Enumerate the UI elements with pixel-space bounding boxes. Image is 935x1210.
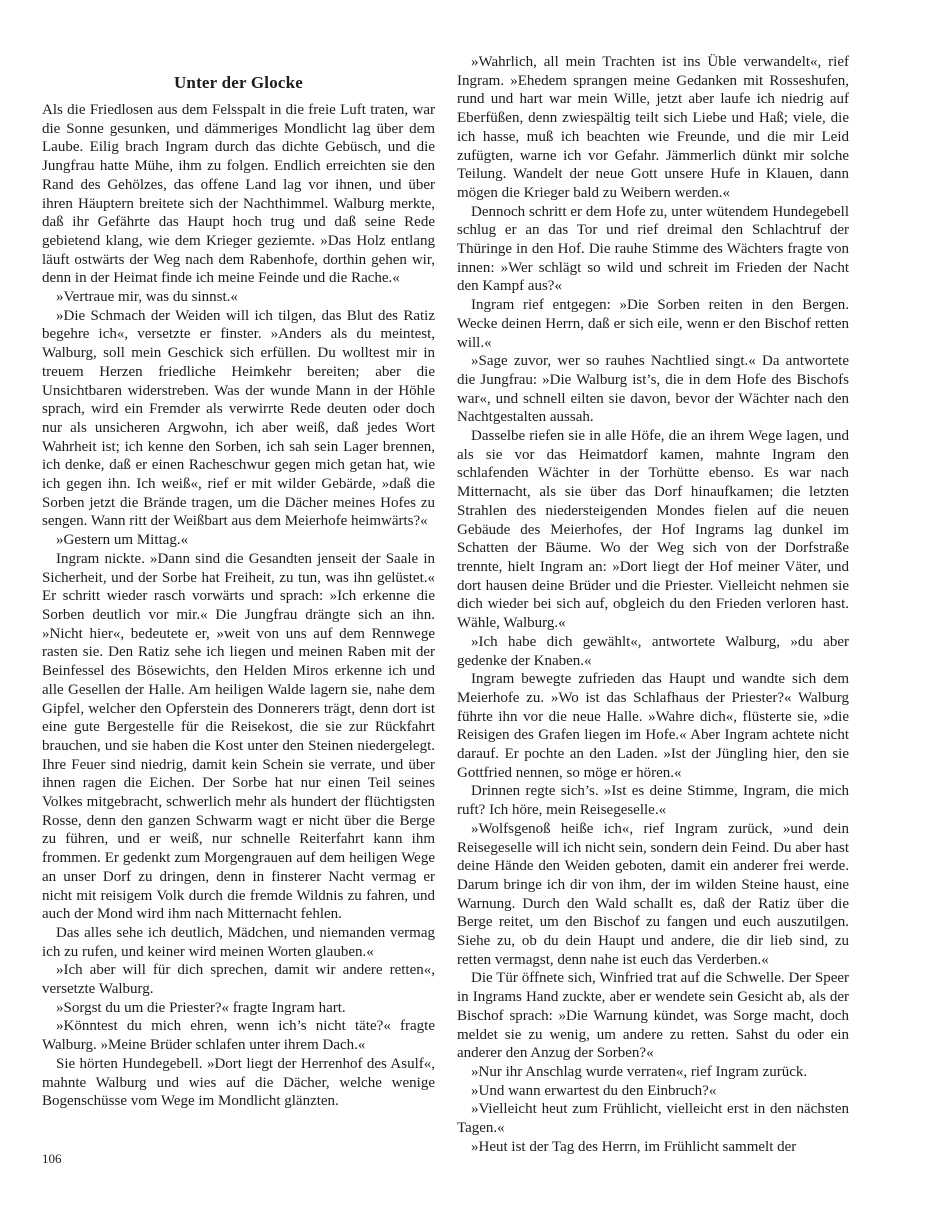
paragraph: »Heut ist der Tag des Herrn, im Frühlicht sammelt der bbox=[471, 1138, 797, 1155]
chapter-heading: Unter der Glocke bbox=[173, 73, 304, 92]
page-number: 106 bbox=[42, 1151, 62, 1166]
paragraph: »Vertraue mir, was du sinnst.« bbox=[56, 289, 238, 306]
paragraph: Sie hörten Hundegebell. »Dort liegt der Herrenhof des Asulf«, mahnte Walburg und wies auf die Dächer, welche wenige Bogenschüsse vom Wege im Mondlicht glänzten. bbox=[42, 1055, 435, 1110]
right-column bbox=[457, 53, 849, 1156]
left-column bbox=[42, 53, 435, 1111]
paragraph: »Die Schmach der Weiden will ich tilgen, das Blut des Ratiz begehre ich«, versetzte er finster. »Anders als du meintest, Walburg, soll mein Geschick sich erfüllen. Du wolltest mir in treuem Herzen friedliche Heimkehr bereiten; aber die Unsichtbaren widerstreben. Was der wunde Mann in der Höhle sprach, wird ein Fremder als verwirrte Rede deuten oder doch nur als unsicheren Argwohn, ich aber weiß, daß jedes Wort Wahrheit ist; ich kenne den Sorben, ich sah sein Lager brennen, ich denke, daß er einen Racheschwur gegen mich getan hat, wie ich gegen ihn. Ich weiß«, rief er mit wilder Gebärde, »daß die Sorben jetzt die Brände tragen, um die Dächer meines Hofes zu sengen. Wann ritt der Weißbart aus dem Meierhofe heimwärts?« bbox=[42, 307, 435, 530]
paragraph: »Sage zuvor, wer so rauhes Nachtlied singt.« Da antwortete die Jungfrau: »Die Walburg ist’s, die in dem Hofe des Bischofs war«, und schnell eilten sie davon, bevor der Wächter nach den Nachtgestalten aussah. bbox=[457, 353, 849, 426]
paragraph: »Gestern um Mittag.« bbox=[56, 532, 189, 549]
paragraph: »Nur ihr Anschlag wurde verraten«, rief Ingram zurück. bbox=[471, 1063, 808, 1080]
paragraph: »Ich habe dich gewählt«, antwortete Walburg, »du aber gedenke der Knaben.« bbox=[457, 633, 849, 669]
paragraph: »Ich aber will für dich sprechen, damit wir andere retten«, versetzte Walburg. bbox=[42, 962, 435, 998]
paragraph: »Könntest du mich ehren, wenn ich’s nicht täte?« fragte Walburg. »Meine Brüder schlafen unter ihrem Dach.« bbox=[42, 1018, 435, 1054]
paragraph: »Vielleicht heut zum Frühlicht, vielleicht erst in den nächsten Tagen.« bbox=[457, 1101, 849, 1137]
paragraph: »Wahrlich, all mein Trachten ist ins Üble verwandelt«, rief Ingram. »Ehedem sprangen meine Gedanken mit Rosseshufen, rund und hart war mein Wille, jetzt aber laufe ich niedrig auf Eberfüßen, denn zwiespältig teilt sich Liebe und Haß; viele, die ich hasse, muß ich beachten wie Freunde, und die mir Leid zufügten, warne ich vor Gefahr. Jämmerlich dünkt mir solche Teilung. Wandelt der neue Gott unsere Hufe in Klauen, dann mögen die Krieger bald zu Weibern werden.« bbox=[457, 54, 849, 201]
paragraph: Drinnen regte sich’s. »Ist es deine Stimme, Ingram, die mich ruft? Ich höre, mein Reisegeselle.« bbox=[457, 783, 849, 819]
paragraph: »Und wann erwartest du den Einbruch?« bbox=[471, 1082, 717, 1099]
paragraph: »Wolfsgenoß heiße ich«, rief Ingram zurück, »und dein Reisegeselle will ich nicht sein, sondern dein Feind. Du aber hast deine Hände den Weiden geboten, damit ein anderer frei werde. Darum bringe ich dir von ihm, der im wilden Steine haust, eine Warnung. Durch den Wald schallt es, daß der Ratiz über die Berge reitet, um den Bischof zu fangen und euch auszutilgen. Siehe zu, ob du dein Haupt und andere, die dir lieb sind, zu retten vermagst, denn nahe ist euch das Verderben.« bbox=[457, 820, 849, 968]
paragraph: Das alles sehe ich deutlich, Mädchen, und niemanden vermag ich zu rufen, und keiner wird meinen Worten glauben.« bbox=[42, 924, 435, 960]
paragraph: Dennoch schritt er dem Hofe zu, unter wütendem Hundegebell schlug er an das Tor und rief dreimal den Schlachtruf der Thüringe in den Hof. Die rauhe Stimme des Wächters fragte von innen: »Wer schlägt so wild und schreit im Frieden der Nacht den Kampf aus?« bbox=[457, 203, 849, 295]
paragraph: Ingram bewegte zufrieden das Haupt und wandte sich dem Meierhofe zu. »Wo ist das Schlafhaus der Priester?« Walburg führte ihn vor die neue Halle. »Wahre dich«, flüsterte sie, »die Reisigen des Grafen liegen im Hofe.« Aber Ingram achtete nicht darauf. Er pochte an den Laden. »Ist der Jüngling hier, den sie Gottfried nennen, so möge er hören.« bbox=[457, 671, 849, 781]
paragraph: Ingram rief entgegen: »Die Sorben reiten in den Bergen. Wecke deinen Herrn, daß er sich eile, wenn er den Bischof retten will.« bbox=[457, 297, 849, 351]
paragraph: Als die Friedlosen aus dem Felsspalt in die freie Luft traten, war die Sonne gesunken, und dämmeriges Mondlicht lag über dem Laube. Eilig brach Ingram durch das dichte Gebüsch, und die Jungfrau hatte Mühe, ihm zu folgen. Endlich erreichten sie den Rand des Gehölzes, das offene Land lag vor ihnen, und über ihren Häuptern breitete sich der Nachthimmel. Walburg merkte, daß ihr Gefährte das Haupt hoch trug und daß seine Rede gebietend klang, wie dem Krieger geziemte. »Das Holz entlang läuft ostwärts der Weg nach dem Rabenhofe, dorthin gehen wir, denn in der Heimat finde ich meine Feinde und die Rache.« bbox=[42, 102, 435, 287]
paragraph: Ingram nickte. »Dann sind die Gesandten jenseit der Saale in Sicherheit, und der Sorbe hat Freiheit, zu tun, was ihn gelüstet.« Er schritt wieder rasch vorwärts und sprach: »Ich erkenne die Sorben deutlich vor mir.« Die Jungfrau drängte sich an ihn. »Nicht hier«, bedeutete er, »weit von uns auf dem Rennwege rasten sie. Den Ratiz sehe ich liegen und meinen Raben mit der Beinfessel des Bösewichts, den Helden Miros erkenne ich und alle Gesellen der Halle. Am heiligen Walde lagern sie, nahe dem Gipfel, welcher den Opferstein des Donnerers trägt, denn dort ist eine gute Bergestelle für die Reisekost, die sie zur Rückfahrt brauchen, und sie haben die Kost unter den Steinen niedergelegt. Ihre Feuer sind niedrig, damit kein Schein sie verrate, und über ihnen ragen die Eichen. Der Sorbe hat nur einen Teil seines Volkes mitgebracht, schwerlich mehr als hundert der flüchtigsten Rosse, denn den ganzen Schwarm wagt er nicht über die Berge zu führen, und er weiß, nur schnelle Reiterfahrt kann ihm frommen. Er gedenkt zum Morgengrauen auf dem heiligen Wege an unser Dorf zu dringen, denn in finsterer Nacht vermag er nicht mit reisigem Volk durch die fremde Wildnis zu fahren, und auch der Mond wird ihm nach Mitternacht fehlen. bbox=[42, 550, 435, 923]
paragraph: Die Tür öffnete sich, Winfried trat auf die Schwelle. Der Speer in Ingrams Hand zuckte, aber er wendete sein Gesicht ab, als der Bischof sprach: »Die Warnung kündet, was Sorge macht, doch meldet sie zu wenig, um andere zu retten. Sahst du oder ein anderer den Anzug der Sorben?« bbox=[457, 970, 849, 1062]
paragraph: Dasselbe riefen sie in alle Höfe, die an ihrem Wege lagen, und als sie vor das Heimatdorf kamen, mahnte Ingram den schlafenden Wächter in der Torhütte ebenso. Es war nach Mitternacht, als sie über das Dorf hinaufkamen; die letzten Strahlen des niedersteigenden Mondes fielen auf die neuen Gebäude des Meierhofes, der Hof Ingrams lag dunkel im Schatten der Bäume. Wo der Weg sich von der Dorfstraße trennte, hielt Ingram an: »Dort liegt der Hof meiner Väter, und dort hausen deine Brüder und die Priester. Vielleicht nehmen sie dich wieder bei sich auf, obgleich du den Frieden verloren hast. Wähle, Walburg.« bbox=[457, 428, 849, 632]
paragraph: »Sorgst du um die Priester?« fragte Ingram hart. bbox=[56, 999, 346, 1016]
